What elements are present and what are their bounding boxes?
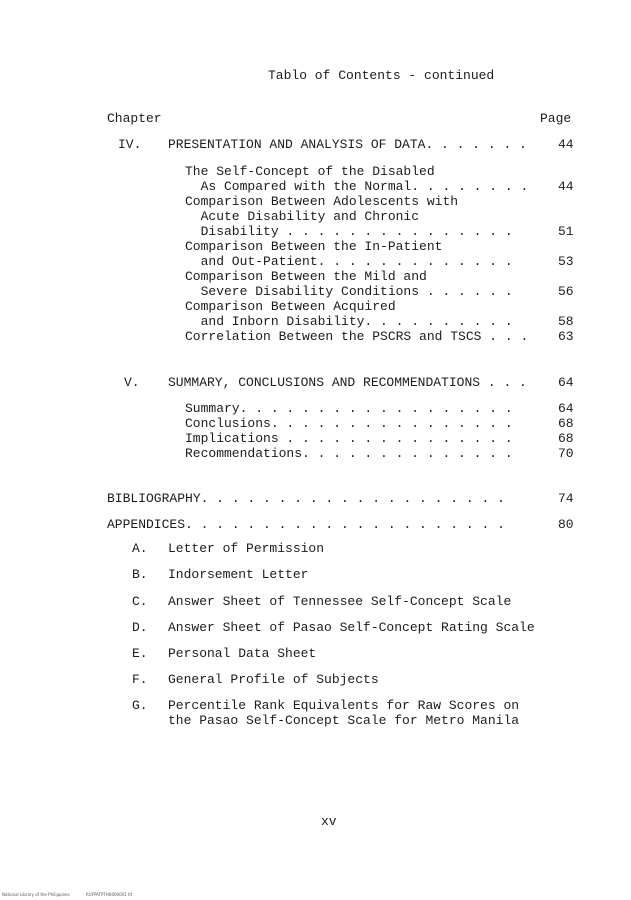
toc-subentry-line: Comparison Between the In-Patient [185, 239, 443, 254]
page-column-heading: Page [540, 111, 572, 126]
appendix-letter: G. [132, 698, 148, 713]
chapter-iv-number: IV. [118, 137, 142, 152]
footer-source: National Library of the Philippines [2, 892, 70, 897]
chapter-column-heading: Chapter [107, 111, 162, 126]
toc-subentry-line: Severe Disability Conditions . . . . . . [185, 284, 513, 299]
appendix-title: the Pasao Self-Concept Scale for Metro Manila [168, 713, 520, 728]
appendix-letter: E. [132, 646, 148, 661]
chapter-v-page: 64 [558, 375, 574, 390]
appendix-title: Letter of Permission [168, 541, 325, 556]
chapter-v-number: V. [124, 375, 140, 390]
toc-subentry-page: 68 [558, 431, 574, 446]
appendix-title: General Profile of Subjects [168, 672, 379, 687]
toc-subentry-line: Correlation Between the PSCRS and TSCS . . . [185, 329, 529, 344]
toc-subentry-page: 64 [558, 401, 574, 416]
appendix-title: Personal Data Sheet [168, 646, 317, 661]
toc-subentry-line: Comparison Between the Mild and [185, 269, 427, 284]
toc-subentry-page: 63 [558, 329, 574, 344]
appendix-letter: C. [132, 594, 148, 609]
chapter-iv-page: 44 [558, 137, 574, 152]
toc-subentry-page: 44 [558, 179, 574, 194]
appendices-entry: APPENDICES. . . . . . . . . . . . . . . . . . . . . [107, 517, 505, 532]
toc-subentry-page: 58 [558, 314, 574, 329]
appendices-page: 80 [558, 517, 574, 532]
appendix-title: Percentile Rank Equivalents for Raw Scores on [168, 698, 520, 713]
toc-subentry-line: Comparison Between Acquired [185, 299, 396, 314]
appendix-letter: B. [132, 567, 148, 582]
appendix-title: Indorsement Letter [168, 567, 309, 582]
toc-subentry-line: Acute Disability and Chronic [185, 209, 420, 224]
page-number: xv [321, 814, 337, 829]
appendix-title: Answer Sheet of Pasao Self-Concept Rating Scale [168, 620, 535, 635]
toc-subentry-label: Conclusions. . . . . . . . . . . . . . . . [185, 416, 513, 431]
toc-subentry-line: and Inborn Disability. . . . . . . . . . [185, 314, 513, 329]
toc-subentry-page: 53 [558, 254, 574, 269]
toc-subentry-label: Implications . . . . . . . . . . . . . . . [185, 431, 513, 446]
toc-subentry-line: As Compared with the Normal. . . . . . . . [185, 179, 529, 194]
appendix-letter: F. [132, 672, 148, 687]
chapter-v-title: SUMMARY, CONCLUSIONS AND RECOMMENDATIONS . . . [168, 375, 527, 390]
toc-subentry-line: Comparison Between Adolescents with [185, 194, 459, 209]
appendix-title: Answer Sheet of Tennessee Self-Concept Scale [168, 594, 512, 609]
toc-subentry-page: 56 [558, 284, 574, 299]
toc-subentry-label: Recommendations. . . . . . . . . . . . . . [185, 446, 513, 461]
toc-subentry-page: 70 [558, 446, 574, 461]
toc-subentry-label: Summary. . . . . . . . . . . . . . . . . . [185, 401, 513, 416]
toc-subentry-page: 68 [558, 416, 574, 431]
appendix-letter: D. [132, 620, 148, 635]
bibliography-entry: BIBLIOGRAPHY. . . . . . . . . . . . . . . . . . . . [107, 491, 505, 506]
toc-subentry-page: 51 [558, 224, 574, 239]
toc-subentry-line: The Self-Concept of the Disabled [185, 164, 435, 179]
toc-subentry-line: Disability . . . . . . . . . . . . . . . [185, 224, 513, 239]
toc-subentry-line: and Out-Patient. . . . . . . . . . . . . [185, 254, 513, 269]
footer-code: RUFPATPTH0000001 tif [86, 892, 133, 897]
appendix-letter: A. [132, 541, 148, 556]
toc-title: Tablo of Contents - continued [268, 68, 495, 83]
chapter-iv-title: PRESENTATION AND ANALYSIS OF DATA. . . . . . . [168, 137, 527, 152]
bibliography-page: 74 [558, 491, 574, 506]
